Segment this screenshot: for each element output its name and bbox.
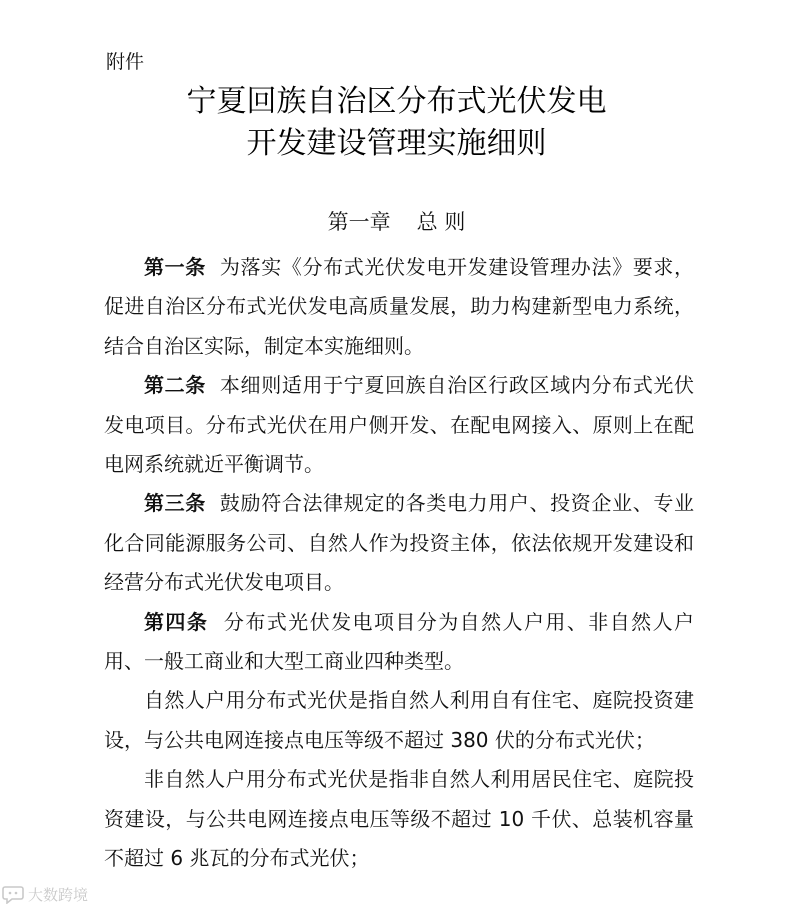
article-text: 本细则适用于宁夏回族自治区行政区域内分布式光伏发电项目。分布式光伏在用户侧开发、在配电网接入、原则上在配电网系统就近平衡调节。 xyxy=(104,373,695,477)
article-4 xyxy=(104,603,694,682)
chapter-title: 总 则 xyxy=(416,210,466,234)
document-body xyxy=(104,248,694,879)
article-3 xyxy=(104,484,694,602)
paragraph-text: 自然人户用分布式光伏是指自然人利用自有住宅、庭院投资建设，与公共电网连接点电压等级不超过 380 伏的分布式光伏； xyxy=(104,688,694,752)
attachment-label: 附件 xyxy=(106,51,145,73)
chapter-number: 第一章 xyxy=(327,210,391,234)
article-text: 鼓励符合法律规定的各类电力用户、投资企业、专业化合同能源服务公司、自然人作为投资主体，依法依规开发建设和经营分布式光伏发电项目。 xyxy=(104,491,695,595)
document-title-line-2: 开发建设管理实施细则 xyxy=(246,126,547,161)
article-lead: 第三条 xyxy=(144,491,206,516)
article-lead: 第四条 xyxy=(144,609,209,634)
document-title-line-1: 宁夏回族自治区分布式光伏发电 xyxy=(186,84,607,119)
chat-bubble-icon xyxy=(2,884,24,904)
article-text: 为落实《分布式光伏发电开发建设管理办法》要求，促进自治区分布式光伏发电高质量发展，助力构建新型电力系统，结合自治区实际，制定本实施细则。 xyxy=(104,255,695,358)
paragraph-non-natural-person xyxy=(104,760,694,878)
article-lead: 第二条 xyxy=(144,373,206,398)
article-lead: 第一条 xyxy=(144,255,206,279)
article-2 xyxy=(104,366,694,484)
article-text: 分布式光伏发电项目分为自然人户用、非自然人户用、一般工商业和大型工商业四种类型。 xyxy=(104,609,695,674)
chapter-heading xyxy=(0,207,793,237)
article-1 xyxy=(104,248,694,366)
paragraph-natural-person xyxy=(104,681,694,760)
watermark xyxy=(2,882,88,906)
paragraph-text: 非自然人户用分布式光伏是指非自然人利用居民住宅、庭院投资建设，与公共电网连接点电压等级不超过 10 千伏、总装机容量不超过 6 兆瓦的分布式光伏； xyxy=(104,767,694,871)
watermark-text: 大数跨境 xyxy=(28,885,89,904)
